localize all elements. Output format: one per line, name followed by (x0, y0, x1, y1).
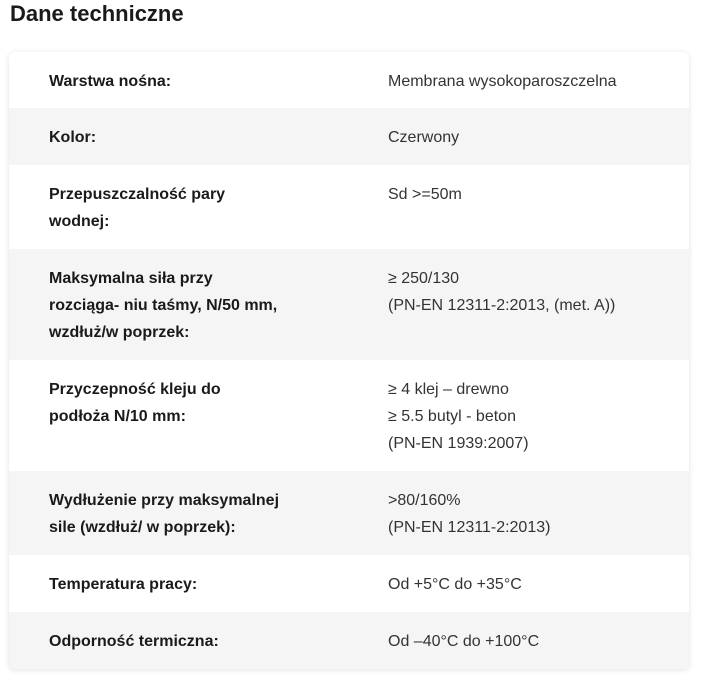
row-value (349, 52, 689, 95)
row-value (349, 471, 689, 541)
value-line: (PN-EN 12311-2:2013, (met. A)) (388, 297, 616, 314)
table-row (9, 555, 689, 612)
row-value (349, 612, 689, 655)
value-line: (PN-EN 1939:2007) (388, 435, 529, 452)
row-label: Warstwa nośna: (49, 73, 172, 90)
value-line: ≥ 250/130 (388, 270, 460, 287)
row-label: Wydłużenie przy maksymalnej sile (wzdłuż/ w poprzek): (49, 492, 280, 536)
row-value (349, 555, 689, 598)
row-value (349, 108, 689, 151)
table-row (9, 612, 689, 669)
value-line: Od –40°C do +100°C (388, 633, 540, 650)
row-label: Odporność termiczna: (49, 633, 219, 650)
value-line: ≥ 5.5 butyl - beton (388, 408, 516, 425)
table-row (9, 360, 689, 471)
table-row (9, 108, 689, 165)
row-label: Przepuszczalność pary wodnej: (49, 186, 226, 230)
value-line: >80/160% (388, 492, 461, 509)
row-value (349, 249, 689, 319)
row-label: Przyczepność kleju do podłoża N/10 mm: (49, 381, 221, 425)
table-row (9, 165, 689, 249)
row-label: Temperatura pracy: (49, 576, 198, 593)
section-title: Dane techniczne (10, 1, 184, 26)
value-line: Czerwony (388, 129, 460, 146)
value-line: Sd >=50m (388, 186, 462, 203)
value-line: Od +5°C do +35°C (388, 576, 522, 593)
row-value (349, 165, 689, 208)
value-line: (PN-EN 12311-2:2013) (388, 519, 551, 536)
value-line: Membrana wysokoparoszczelna (388, 73, 617, 90)
row-label: Kolor: (49, 129, 97, 146)
table-row (9, 52, 689, 108)
value-line: ≥ 4 klej – drewno (388, 381, 509, 398)
table-row (9, 471, 689, 555)
technical-data-table (9, 52, 689, 669)
table-row (9, 249, 689, 360)
row-label: Maksymalna siła przy rozciąga- niu taśmy, N/50 mm, wzdłuż/w poprzek: (49, 270, 278, 341)
row-value (349, 360, 689, 457)
